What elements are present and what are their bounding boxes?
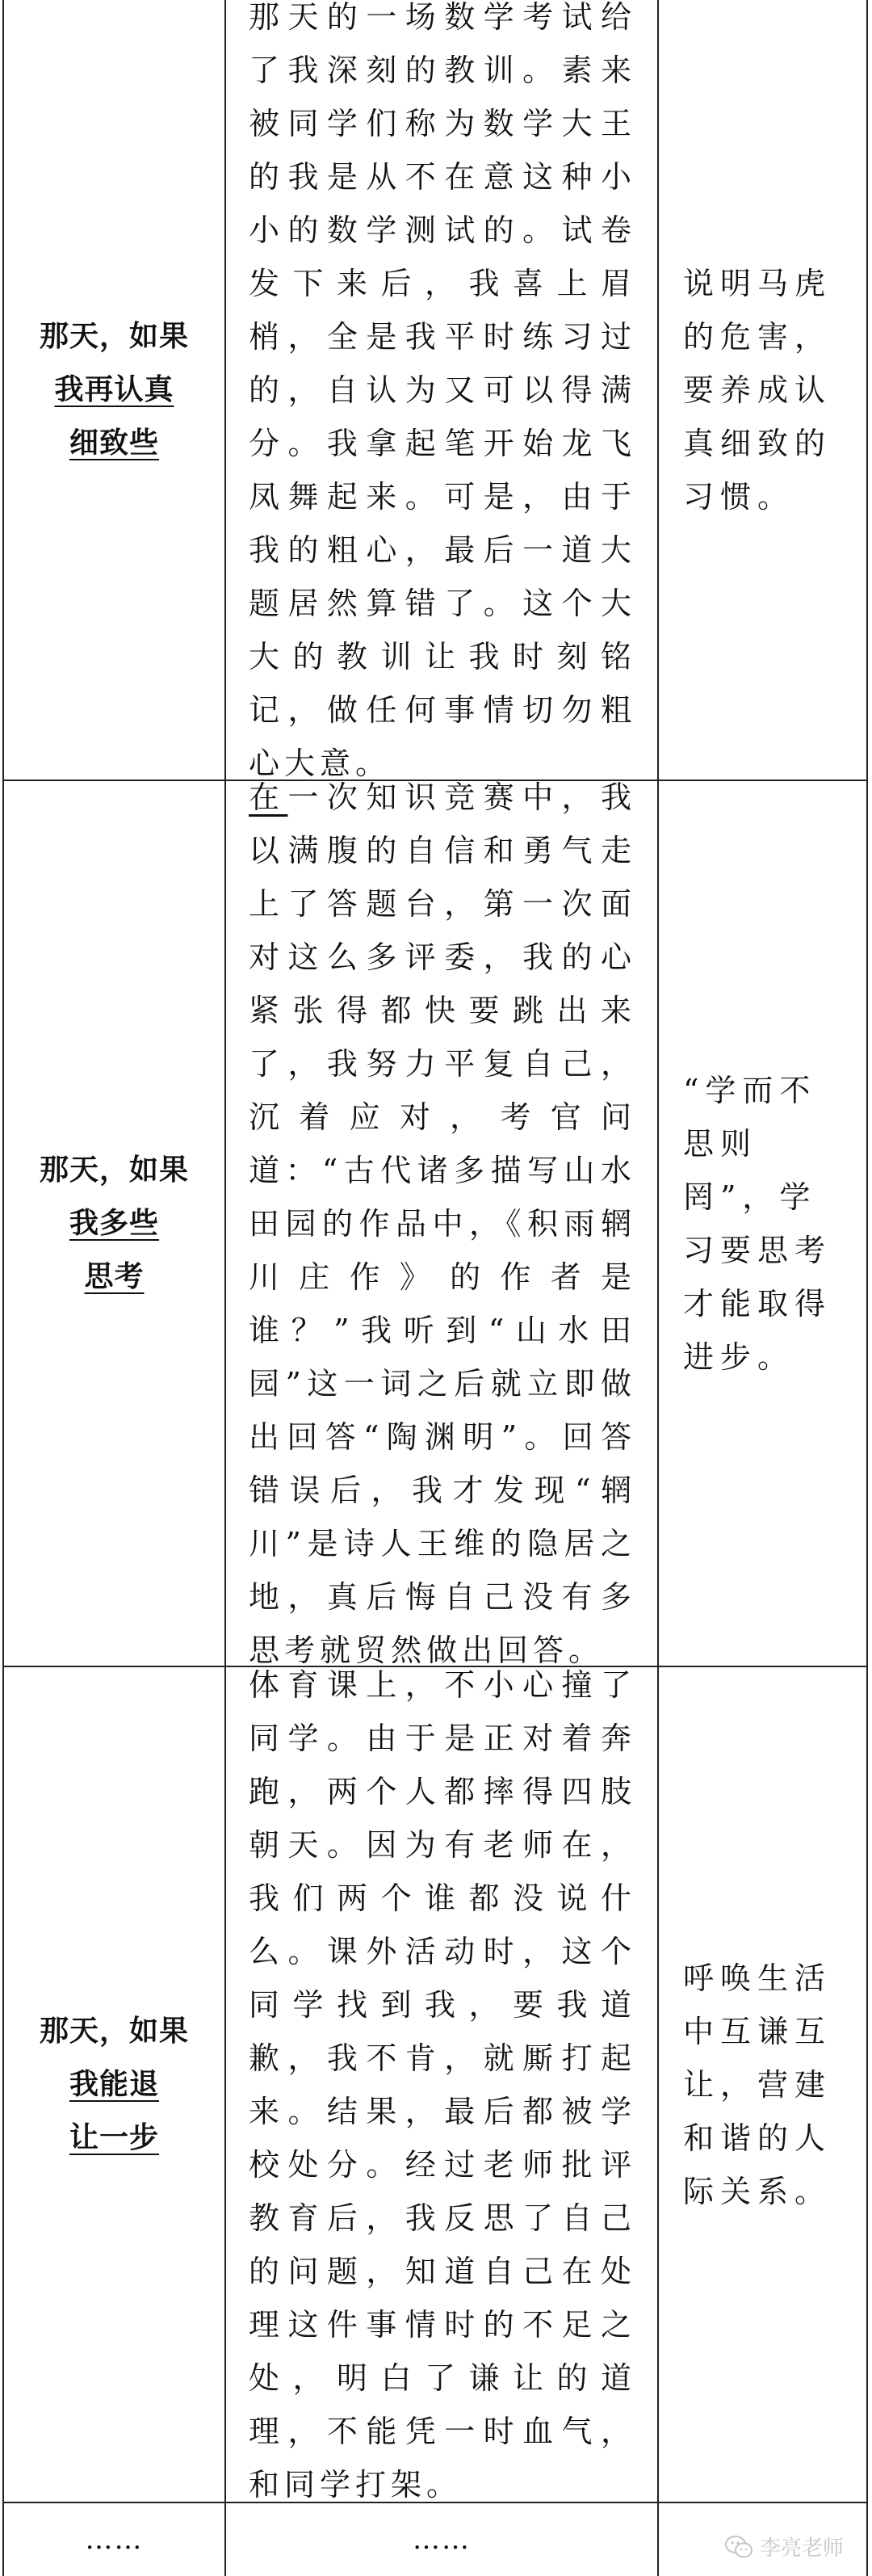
- label-line-underlined: 细致些: [69, 426, 159, 460]
- label-line-underlined: 我多些: [69, 1206, 159, 1240]
- wechat-icon: [724, 2535, 753, 2559]
- label-line: 那天，如果: [39, 319, 189, 353]
- ellipsis-cell: [4, 2503, 224, 2576]
- label-line-underlined: 让一步: [69, 2120, 159, 2154]
- story-first-char: 在: [249, 779, 288, 815]
- comparison-table: [2, 0, 868, 2576]
- ellipsis-cell: [226, 2503, 657, 2576]
- label-line-underlined: 思考: [84, 1259, 145, 1293]
- story-text: 体育课上，不小心撞了同学。由于是正对着奔跑，两个人都摔得四肢朝天。因为有老师在，我们两个谁都没说什么。课外活动时，这个同学找到我，要我道歉，我不肯，就厮打起来。结果，最后都被学校处分。经过老师批评教育后，我反思了自己的问题，知道自己在处理这件事情时的不足之处，明白了谦让的道理，不能凭一时血气，和同学打架。: [249, 1666, 636, 2502]
- meaning-text: 呼唤生活中互谦互让，营建和谐的人际关系。: [683, 1960, 832, 2209]
- table-row: [4, 781, 866, 1667]
- table-row: [4, 0, 866, 781]
- ellipsis-text: ……: [85, 2523, 144, 2556]
- story-cell: [226, 0, 657, 780]
- story-text: [249, 771, 636, 1677]
- story-rest: 一次知识竞赛中，我以满腹的自信和勇气走上了答题台，第一次面对这么多评委，我的心紧张得都快要跳出来了，我努力平复自己，沉着应对，考官问道：“古代诸多描写山水田园的作品中，《积雨辋川庄作》的作者是谁？”我听到“山水田园”这一词之后就立即做出回答“陶渊明”。回答错误后，我才发现“辋川”是诗人王维的隐居之地，真后悔自己没有多思考就贸然做出回答。: [249, 779, 636, 1668]
- meaning-text: 说明马虎的危害，要养成认真细致的习惯。: [683, 265, 832, 515]
- story-cell: [226, 1667, 657, 2502]
- row-label-cell: [4, 1667, 224, 2502]
- story-cell: [226, 781, 657, 1666]
- row-label: [40, 310, 189, 470]
- label-line: 那天，如果: [39, 1153, 189, 1187]
- label-line-underlined: 我再认真: [54, 372, 174, 406]
- ellipsis-text: ……: [413, 2523, 471, 2556]
- meaning-text: “学而不思则罔”，学习要思考才能取得进步。: [683, 1072, 832, 1375]
- row-label: [40, 1144, 189, 1304]
- story-text: 那天的一场数学考试给了我深刻的教训。素来被同学们称为数学大王的我是从不在意这种小小的数学测试的。试卷发下来后，我喜上眉梢，全是我平时练习过的，自认为又可以得满分。我拿起笔开始龙飞凤舞起来。可是，由于我的粗心，最后一道大题居然算错了。这个大大的教训让我时刻铭记，做任何事情切勿粗心大意。: [249, 0, 636, 781]
- table-row: [4, 1667, 866, 2503]
- row-label-cell: [4, 0, 224, 780]
- row-label: [40, 2005, 189, 2165]
- meaning-cell: [659, 781, 868, 1666]
- meaning-cell: [659, 0, 868, 780]
- watermark: [724, 2532, 844, 2561]
- label-line-underlined: 我能退: [69, 2067, 159, 2101]
- meaning-cell: [659, 1667, 868, 2502]
- row-label-cell: [4, 781, 224, 1666]
- label-line: 那天，如果: [39, 2014, 189, 2048]
- watermark-text: 李亮老师: [759, 2536, 844, 2561]
